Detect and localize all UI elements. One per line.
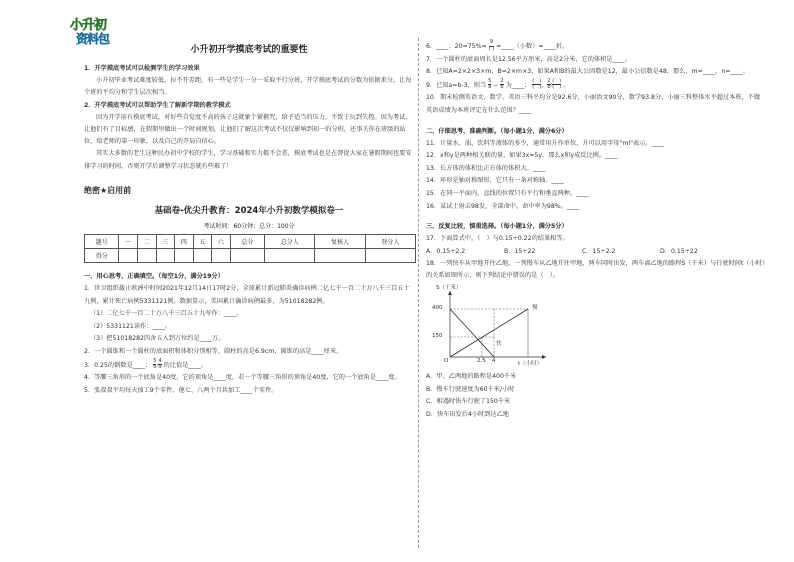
question-18-option-d: D．快车出发后4小时到达乙地 (426, 410, 509, 418)
distance-time-graph (432, 284, 556, 369)
score-header-cell: 二 (137, 235, 156, 249)
question-6 (426, 40, 766, 54)
fraction-9-blank (489, 40, 495, 52)
score-header-cell: 三 (156, 235, 175, 249)
fraction-numerator: ( ) (552, 77, 562, 84)
question-9-part-b: 为____； (505, 81, 531, 89)
score-row-label: 得分 (85, 249, 119, 263)
question-14: 14．环形是轴对称图形，它只有一条对称轴。____ (426, 177, 564, 185)
question-11: 11．计量水、油、饮料等液体的多少，通常用升作单位，升可以用字母"ml"表示。____ (426, 139, 664, 147)
exam-title: 基础卷-优尖升教育：2024年小升初数学模拟卷一 (154, 206, 344, 217)
x-tick-origin: O (444, 357, 449, 364)
exam-info: 考试时间：60分钟；总分：100分 (203, 223, 295, 231)
score-header-cell: 一 (119, 235, 138, 249)
slow-line-label: 慢 (532, 304, 538, 311)
score-header-cell: 四 (175, 235, 194, 249)
right-column (426, 40, 766, 421)
score-header-cell: 题号 (85, 235, 119, 249)
left-column (84, 40, 414, 397)
score-table (84, 234, 416, 263)
logo-line-1: 小升初 (70, 18, 107, 33)
question-9-part-a: 9．已知a=b-3，则当 (426, 81, 487, 89)
question-6-part-a: 6．____：20=75%= (426, 43, 487, 50)
fraction-numerator: 4 (158, 357, 162, 364)
fraction-5-6 (153, 359, 156, 371)
secret-label: 绝密★启用前 (84, 186, 132, 196)
fraction-denominator: ( ) (532, 84, 542, 91)
fraction-2-b (500, 79, 503, 91)
section-1-heading: 一、用心思考，正确填空。（每空1分，满分19分） (84, 273, 224, 281)
option-d: D．0.15÷22 (660, 247, 698, 255)
fraction-numerator: 2 (500, 77, 504, 84)
heading-2: 2．开学摸底考试可以帮助学生了解新学期的教学模式 (84, 101, 231, 109)
slow-line (450, 309, 528, 357)
column-divider (418, 38, 419, 548)
fast-line (450, 309, 494, 357)
score-header-row (85, 235, 416, 249)
question-17-options (426, 246, 766, 258)
question-1: 1．世卫组织截止欧洲中时间2021年12月14日17时2分，全球累计新冠肺炎确诊病例二亿七千一百二十万八千三百五十九例，累计死亡病例5331121例。数据显示，美国累计确诊病例最多，为51018282例。 (84, 285, 410, 305)
fraction-4-9 (158, 359, 161, 371)
fraction-numerator: ( ) (532, 77, 542, 84)
question-5: 5．张叔叔平均每天加工9个零件，他七、八两个月共加工____个零件。 (84, 386, 278, 394)
question-12: 12．x和y是两种相关联的量，如果3x=5y，那么x和y成反比例。____ (426, 152, 618, 160)
fraction-numerator: 9 (489, 39, 493, 45)
fraction-5-a (488, 79, 491, 91)
paragraph-3: 其实大多数的老生这种民办初中学校的学生，学习基础和实力都不会差，摸底考试也是在督促大家在暑假期间也要安排学习的时间，否则开学后调整学习状态就有些难了！ (84, 150, 412, 170)
question-4: 4．等腰三角形的一个底角是40度，它的顶角是____度，若一个等腰三角形的顶角是40度，它的一个底角是____度。 (84, 374, 401, 382)
question-3-part-a: 3．0.25的倒数是____； (84, 361, 152, 369)
fraction-denominator: 6 (153, 364, 157, 371)
question-8: 8．已知A=2×2×3×m，B=2×m×3，如果A和B的最大公因数是12，最小公倍数是48，那么，m=____，n=____。 (426, 68, 749, 76)
question-1b: （2）5331121读作：____。 (90, 322, 171, 330)
score-cell (119, 249, 138, 263)
score-header-cell: 五 (193, 235, 212, 249)
article-title: 小升初开学摸底考试的重要性 (190, 45, 308, 55)
question-7: 7．一个圆柱的底面周长是12.56平方厘米，高是2分米，它的体积是____。 (426, 55, 632, 63)
question-15: 15．在同一平面内，直线的位置只有平行和垂直两种。____ (426, 189, 589, 197)
y-tick-150: 150 (432, 332, 443, 339)
fast-line-label: 快 (496, 340, 502, 347)
fraction-denominator: b (500, 84, 504, 91)
fraction-denominator: 9 (158, 364, 162, 371)
question-6-part-b: =____（小数）=____折。 (496, 43, 569, 50)
score-cell (315, 249, 365, 263)
question-10: 10．期末检测英语文、数学、英语三科平均分是92.6分，小丽语文90分，数学93.8分，小丽三科整体水平超过本班，不做英语成绩为本班评定在什么范围？____ (426, 94, 761, 114)
option-a: A．0.15÷2.2 (426, 247, 466, 255)
paragraph-1: 小升初毕业考试难度较低，拉不开差距，有一些是学生一分一采取平行分班，开学摸底考试的分数为依据来分，让每个班的平均分和学生层次相当。 (84, 77, 412, 97)
y-tick-400: 400 (432, 304, 443, 311)
paragraph-2: 因为开学前有摸底考试，对好些自觉度不高的孩子这就象个紧箍咒，给予适当的压力，不致于玩到失控。因为考试，让他们有了目标感，在假期里做出一个时间规划，让他们了解这次考试不仅仅影响到初一的分班，还事关你在班级的站位，给老师的第一印象，以及自己的开局自信心。 (84, 113, 412, 146)
x-tick-4: 4 (492, 357, 496, 364)
fraction-blank-1 (532, 79, 541, 91)
y-axis-arrow (448, 291, 452, 295)
score-header-cell: 登分人 (365, 235, 415, 249)
option-b: B．15÷22 (504, 247, 536, 255)
question-3-part-b: 的比值是____。 (163, 361, 207, 369)
score-header-cell: 总分 (230, 235, 264, 249)
fraction-denominator: ( ) (488, 45, 495, 52)
question-9-part-c: 。 (563, 81, 570, 89)
score-cell (212, 249, 231, 263)
question-2: 2．一个圆锥和一个圆柱的底面积和体积分别相等，圆柱的高是6.9cm，圆锥的高是____厘米。 (84, 348, 343, 356)
score-cell (156, 249, 175, 263)
score-value-row (85, 249, 416, 263)
question-9: 9．已知a=b-3，则当 $\frac{5}{a}$ − $\frac{2}{b}$ 为____； $\frac{( )}{( )}$ ， $\frac{2}{b}$ ∶ $\frac{( )}{( )}$ 。 (426, 77, 570, 91)
question-18-option-b: B．慢车行驶速度为60千米/小时 (426, 385, 515, 393)
question-17: 17．下面算式中，（ ）与0.15÷0.22的结果相等。 (426, 235, 569, 243)
question-13: 13．长方体的体积比正方体的体积大。____ (426, 164, 546, 172)
x-tick-2-5: 2.5 (477, 357, 486, 364)
question-3: 3．0.25的倒数是____； $\frac{5}{6}$ : $\frac{4}{9}$ 的比值是____。 (84, 357, 207, 371)
x-axis-label: t（小时） (518, 360, 543, 367)
logo-line-2: 资料包 (76, 32, 110, 46)
x-axis-arrow (542, 355, 546, 359)
score-cell (193, 249, 212, 263)
fraction-blank-2 (547, 79, 550, 91)
question-1a: （1）二亿七千一百二十万八千三百五十九写作：____。 (90, 310, 243, 318)
section-3-heading: 三、反复比较，慎重选择。（每小题1分，满分5分） (426, 223, 568, 231)
question-18-option-a: A．甲、乙两地的路程是400千米 (426, 372, 517, 380)
fraction-denominator: a (488, 84, 492, 91)
score-header-cell: 六 (212, 235, 231, 249)
question-1c: （3）把51018282四舍五入到万位约是____万。 (90, 335, 225, 343)
fraction-numerator: 5 (153, 357, 157, 364)
section-2-heading: 二、仔细思考，准确判断。（每小题1分，满分6分） (426, 127, 568, 135)
score-header-cell: 复核人 (315, 235, 365, 249)
question-16: 16．某试士射击98发，全部命中，命中率为98%。____ (426, 202, 580, 210)
fraction-numerator: 2 (547, 77, 551, 84)
score-cell (137, 249, 156, 263)
fraction-denominator: ( ) (552, 84, 562, 91)
fraction-blank-3 (552, 79, 561, 91)
score-cell (175, 249, 194, 263)
score-cell (365, 249, 415, 263)
score-cell (265, 249, 315, 263)
fraction-denominator: b (547, 84, 551, 91)
y-axis-label: S（千米） (436, 284, 462, 291)
question-18-option-c: C．相遇时快车行驶了150千米 (426, 398, 511, 406)
graph-svg (436, 287, 556, 369)
option-c: C．15÷2.2 (582, 247, 616, 255)
heading-1: 1．开学摸底考试可以检测学生的学习效果 (84, 65, 200, 72)
score-cell (230, 249, 264, 263)
question-18: 18．一列快车从甲地开往乙地，一列慢车从乙地开往甲地，两车同时出发，两车离乙地的路程S（千米）与行驶时间t（小时）的关系如图所示，则下列结论中错误的是（ ）。 (426, 259, 766, 280)
score-header-cell: 总分人 (265, 235, 315, 249)
fraction-numerator: 5 (488, 77, 492, 84)
